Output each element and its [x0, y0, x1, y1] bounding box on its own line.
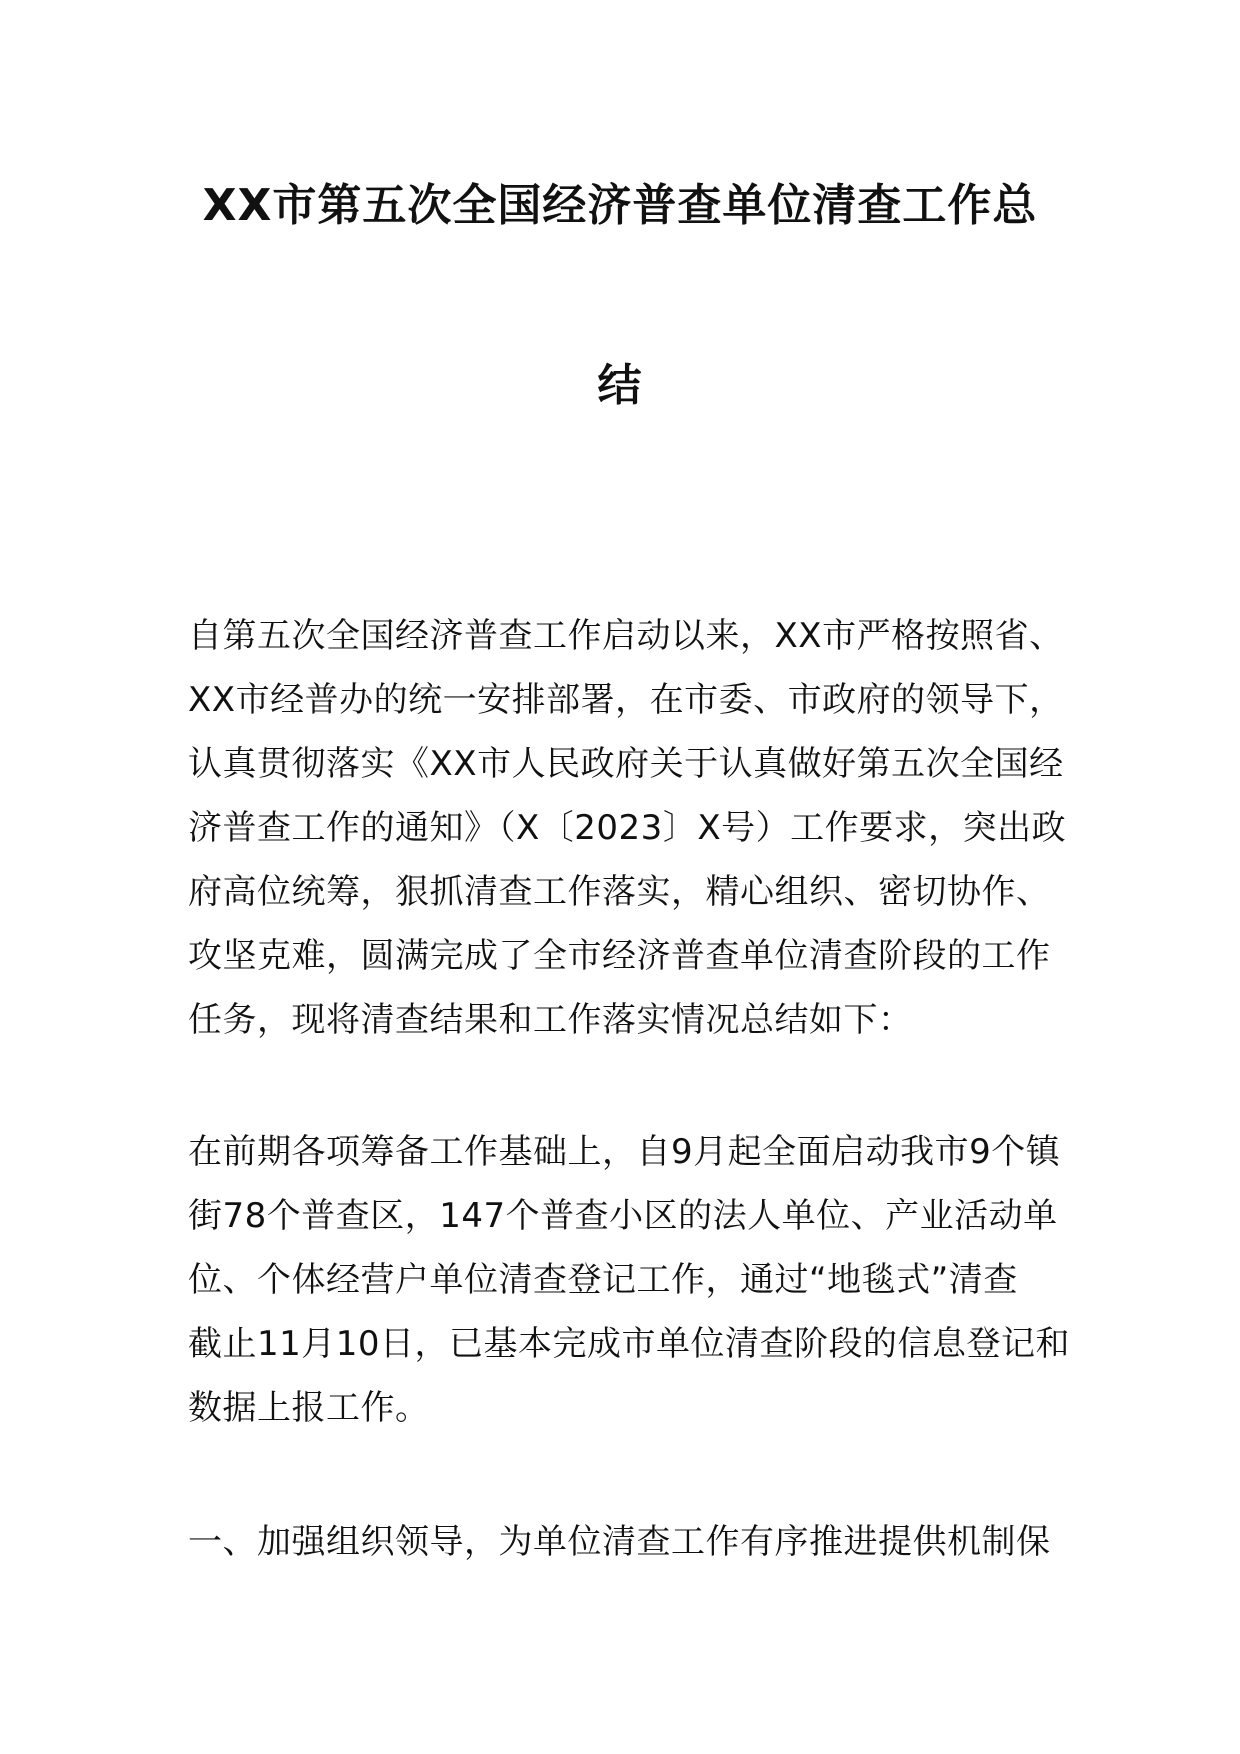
paragraph-1-line-5: 府高位统筹，狠抓清查工作落实，精心组织、密切协作、: [188, 872, 1051, 912]
paragraph-1-line-4: 济普查工作的通知》（X〔2023〕X号）工作要求，突出政: [188, 808, 1067, 848]
paragraph-2-line-2: 街78个普查区，147个普查小区的法人单位、产业活动单: [188, 1196, 1058, 1236]
paragraph-1-line-2: XX市经普办的统一安排部署，在市委、市政府的领导下，: [188, 680, 1064, 720]
paragraph-2-line-4: 截止11月10日，已基本完成市单位清查阶段的信息登记和: [188, 1324, 1071, 1364]
paragraph-1-line-7: 任务，现将清查结果和工作落实情况总结如下：: [188, 1000, 913, 1040]
paragraph-2-line-1: 在前期各项筹备工作基础上，自9月起全面启动我市9个镇: [188, 1132, 1061, 1172]
paragraph-1-line-6: 攻坚克难，圆满完成了全市经济普查单位清查阶段的工作: [188, 936, 1051, 976]
section-heading-1: 一、加强组织领导，为单位清查工作有序推进提供机制保: [188, 1522, 1051, 1562]
document-title-line-2: 结: [597, 360, 643, 411]
paragraph-1-line-3: 认真贯彻落实《XX市人民政府关于认真做好第五次全国经: [188, 744, 1064, 784]
paragraph-1-line-1: 自第五次全国经济普查工作启动以来，XX市严格按照省、: [188, 616, 1064, 656]
paragraph-2-line-5: 数据上报工作。: [188, 1388, 430, 1428]
paragraph-2-line-3: 位、个体经营户单位清查登记工作，通过“地毯式”清查: [188, 1260, 1018, 1300]
document-title-line-1: XX市第五次全国经济普查单位清查工作总: [202, 180, 1038, 231]
